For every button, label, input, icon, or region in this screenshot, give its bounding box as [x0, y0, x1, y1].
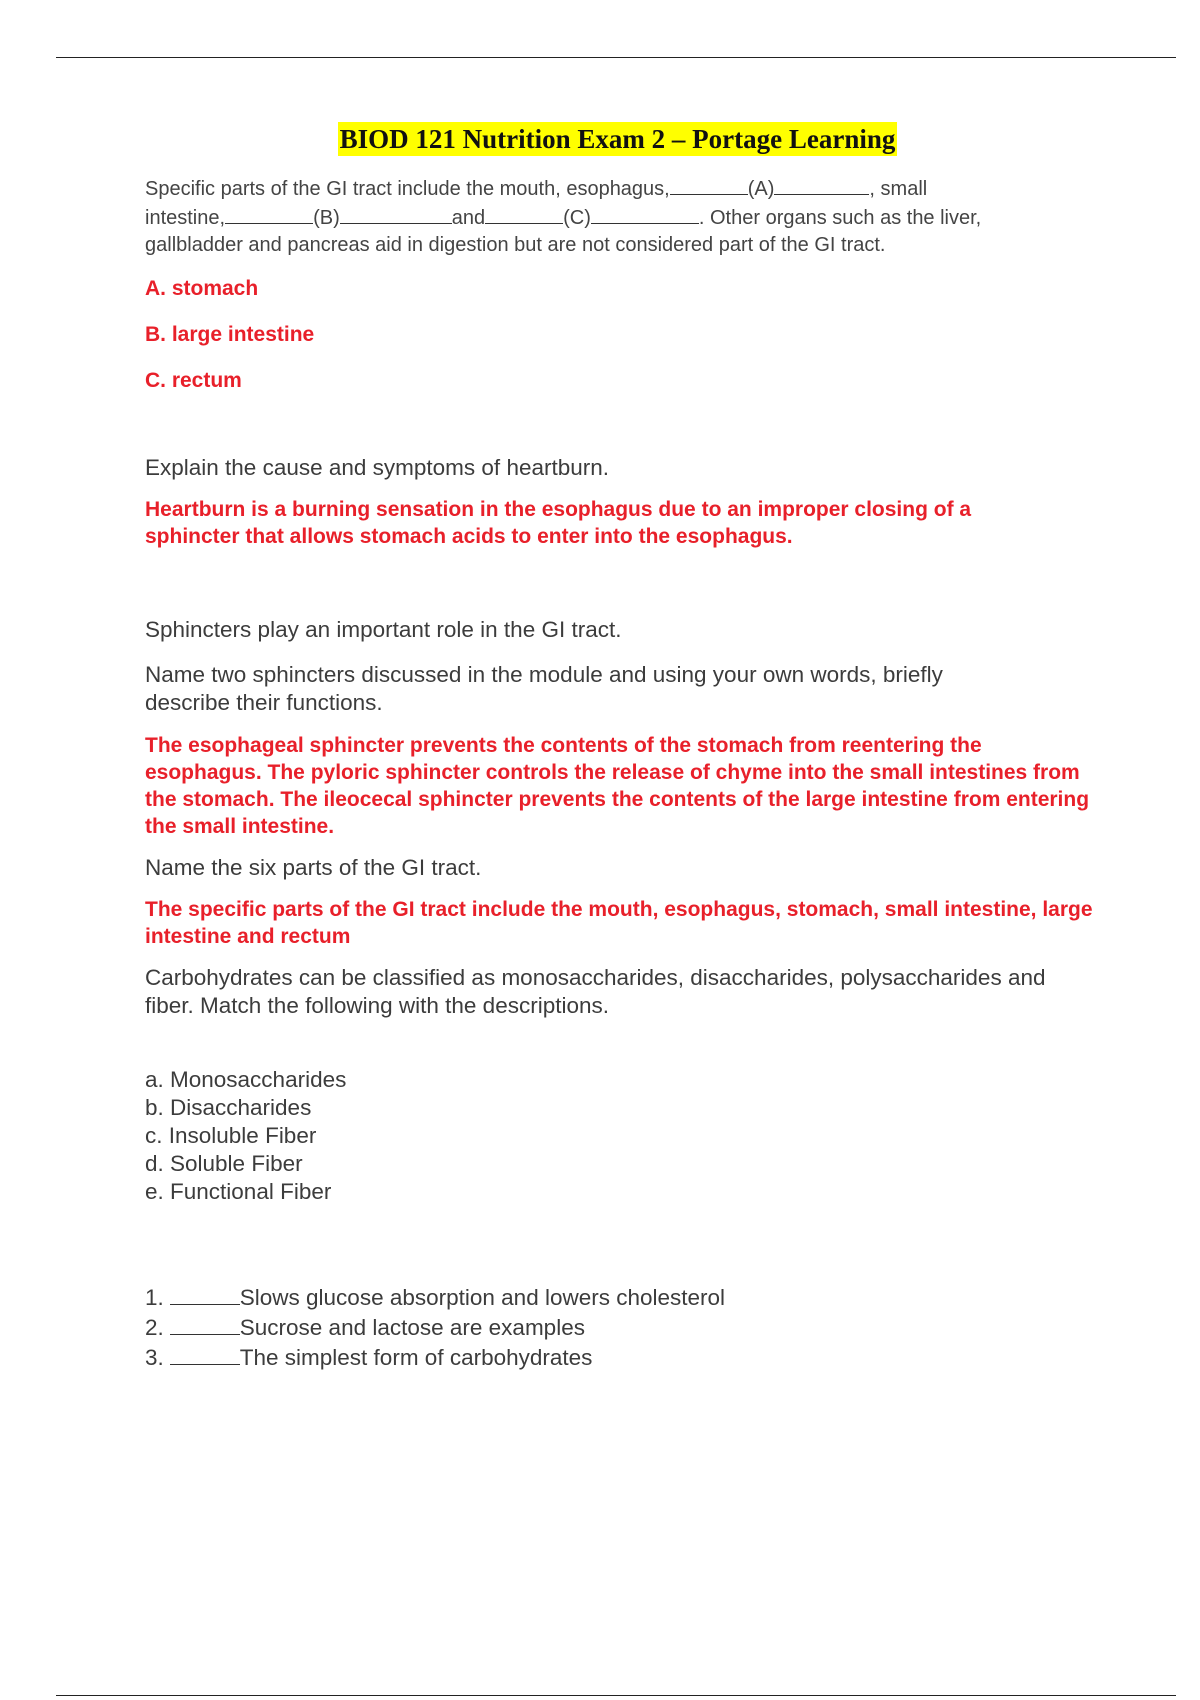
bottom-rule	[56, 1695, 1176, 1696]
option-c: c. Insoluble Fiber	[145, 1123, 317, 1148]
answer-4: The specific parts of the GI tract include the mouth, esophagus, stomach, small intestine, large intestine and rectum	[145, 898, 1093, 948]
answer-2: Heartburn is a burning sensation in the esophagus due to an improper closing of a sphincter that allows stomach acids to enter into the esophagus.	[145, 498, 972, 548]
answer-1a: A. stomach	[145, 277, 259, 300]
answer-1c: C. rectum	[145, 369, 242, 392]
question-5	[145, 964, 1090, 1372]
question-4	[145, 854, 1093, 950]
question-3	[145, 616, 1090, 840]
option-list	[145, 1066, 1090, 1206]
answer-blank[interactable]	[170, 1282, 240, 1305]
question-1-text: Specific parts of the GI tract include the mouth, esophagus, (A) , small intestine, (B) and (C) . Other organs such as the liver, gallbladder and pancreas aid in digestion but are not considered part of the GI tract.	[145, 174, 1090, 259]
option-a: a. Monosaccharides	[145, 1067, 347, 1092]
answer-1b: B. large intestine	[145, 323, 315, 346]
option-d: d. Soluble Fiber	[145, 1151, 303, 1176]
question-2	[145, 454, 1090, 550]
document-body	[145, 122, 1093, 1372]
match-item-3: 3. The simplest form of carbohydrates	[145, 1342, 1090, 1372]
document-title: BIOD 121 Nutrition Exam 2 – Portage Learning	[339, 124, 896, 154]
title-row	[145, 122, 1090, 156]
question-4-text: Name the six parts of the GI tract.	[145, 855, 482, 880]
match-item-1: 1. Slows glucose absorption and lowers cholesterol	[145, 1282, 1090, 1312]
question-1	[145, 174, 1090, 394]
option-b: b. Disaccharides	[145, 1095, 312, 1120]
match-items	[145, 1282, 1090, 1372]
question-3-intro: Sphincters play an important role in the GI tract.	[145, 617, 622, 642]
answer-3: The esophageal sphincter prevents the contents of the stomach from reentering the esophagus. The pyloric sphincter controls the release of chyme into the small intestines from the stomach. The ileocecal sphincter prevents the contents of the large intestine from entering the small intestine.	[145, 734, 1090, 838]
option-e: e. Functional Fiber	[145, 1179, 332, 1204]
answer-blank[interactable]	[170, 1342, 240, 1365]
match-item-2: 2. Sucrose and lactose are examples	[145, 1312, 1090, 1342]
question-3-text: Name two sphincters discussed in the module and using your own words, briefly describe their functions.	[145, 662, 943, 715]
answer-blank[interactable]	[170, 1312, 240, 1335]
top-rule	[56, 57, 1176, 58]
question-5-text: Carbohydrates can be classified as monosaccharides, disaccharides, polysaccharides and fiber. Match the following with the descriptions.	[145, 965, 1046, 1018]
question-2-text: Explain the cause and symptoms of heartburn.	[145, 455, 610, 480]
